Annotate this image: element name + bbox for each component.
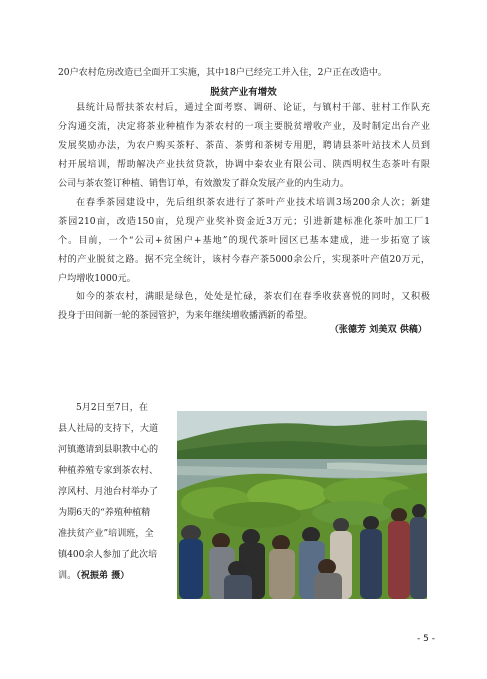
- paragraph-line: 分沟通交流，决定将茶业种植作为茶农村的一项主要脱贫增收产业，及时制定出台产业: [58, 122, 430, 132]
- tea-training-photo: [177, 411, 427, 599]
- caption-line: 种植养殖专家到茶农村、: [58, 466, 159, 476]
- caption-line: 5月2日至7日，在: [76, 403, 148, 413]
- author-credit: （张德芳 刘美双 供稿）: [329, 325, 427, 335]
- caption-line: 河镇邀请到县职教中心的: [58, 445, 159, 455]
- paragraph-line: 县统计局帮扶茶农村后，通过全面考察、调研、论证，与镇村干部、驻村工作队充: [76, 103, 430, 113]
- caption-line: 准扶贫产业”培训班，全: [58, 529, 154, 539]
- caption-last-line: [58, 566, 172, 588]
- paragraph-line: 如今的茶农村，满眼是绿色，处处是忙碌，茶农们在春季收获喜悦的同时，又积极: [76, 292, 430, 302]
- caption-line: 淳风村、月池台村举办了: [58, 487, 159, 497]
- paragraph-line: 村开展培训，帮助解决产业扶贫贷款，协调中泰农业有限公司、陕西明权生态茶叶有限: [58, 160, 430, 170]
- paragraph-line: 个。目前，一个“公司+贫困户+基地”的现代茶叶园区已基本建成，进一步拓宽了该: [58, 236, 430, 246]
- caption-line: 镇400余人参加了此次培: [58, 550, 158, 560]
- section-heading: 脱贫产业有增效: [210, 87, 277, 98]
- paragraph-line: 投身于田间新一轮的茶园管护，为来年继续增收播洒新的希望。: [58, 311, 313, 321]
- paragraph-line: 在春季茶园建设中，先后组织茶农进行了茶叶产业技术培训3场200余人次；新建: [76, 198, 430, 208]
- paragraph-line: 发展奖励办法，为农户购买茶籽、茶苗、茶剪和茶树专用肥，聘请县茶叶站技术人员到: [58, 141, 430, 151]
- paragraph-line: 村的产业脱贫之路。据不完全统计，该村今春产茶5000余公斤，实现茶叶产值20万元，: [58, 255, 430, 265]
- intro-line: 20户农村危房改造已全面开工实施，其中18户已经完工并入住，2户正在改造中。: [58, 68, 388, 78]
- photo-credit: （祝振弟 摄）: [76, 571, 130, 581]
- caption-line: 为期6天的“养殖种植精: [58, 508, 151, 518]
- caption-line-end: 训。: [58, 571, 77, 581]
- paragraph-line: 户均增收1000元。: [58, 274, 136, 284]
- paragraph-line: 茶园210亩，改造150亩，兑现产业奖补资金近3万元；引进新建标准化茶叶加工厂1: [58, 217, 430, 227]
- paragraph-line: 公司与茶农签订种植、销售订单，有效激发了群众发展产业的内生动力。: [58, 179, 350, 189]
- caption-line: 县人社局的支持下，大道: [58, 424, 159, 434]
- page-number: - 5 -: [417, 634, 435, 644]
